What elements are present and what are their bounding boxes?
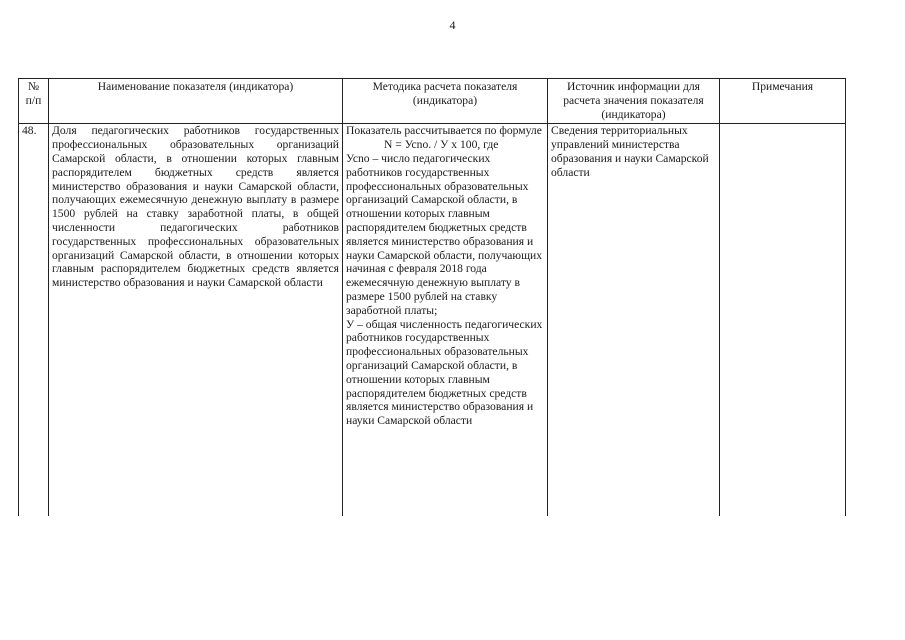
method-definition-1: Усnо – число педагогических работников государственных профессиональных образовательных организаций Самарской области, в отношении которых главным распорядителем бюджетных средств является министерство образования и науки Самарской области, получающих начиная с февраля 2018 года ежемесячную денежную выплату в размере 1500 рублей на ставку заработной платы; [346, 151, 543, 317]
method-intro: Показатель рассчитывается по формуле [346, 124, 542, 138]
method-definition-2: У – общая численность педагогических работников государственных профессиональных образовательных организаций Самарской области, в отношении которых главным распорядителем бюджетных средств является министерство образования и науки Самарской области [346, 317, 543, 428]
row-num: 48. [19, 124, 49, 516]
table-header-row [19, 79, 846, 124]
header-num: № п/п [19, 79, 49, 124]
header-source: Источник информации для расчета значения показателя (индикатора) [548, 79, 720, 124]
header-method: Методика расчета показателя (индикатора) [343, 79, 548, 124]
header-name: Наименование показателя (индикатора) [49, 79, 343, 124]
row-method [343, 124, 548, 516]
header-notes: Примечания [720, 79, 846, 124]
row-notes [720, 124, 846, 516]
indicator-table [18, 78, 846, 516]
row-name: Доля педагогических работников государственных профессиональных образовательных организаций Самарской области, в отношении которых главным распорядителем бюджетных средств является министерство образования и науки Самарской области, получающих ежемесячную денежную выплату в размере 1500 рублей на ставку заработной платы, в общей численности педагогических работников государственных профессиональных образовательных организаций Самарской области, в отношении которых главным распорядителем бюджетных средств является министерство образования и науки Самарской области [49, 124, 343, 516]
row-source: Сведения территориальных управлений министерства образования и науки Самарской области [548, 124, 720, 516]
page-number: 4 [449, 18, 456, 32]
method-formula: N = Усnо. / У х 100, где [384, 138, 499, 152]
table-row [19, 124, 846, 516]
